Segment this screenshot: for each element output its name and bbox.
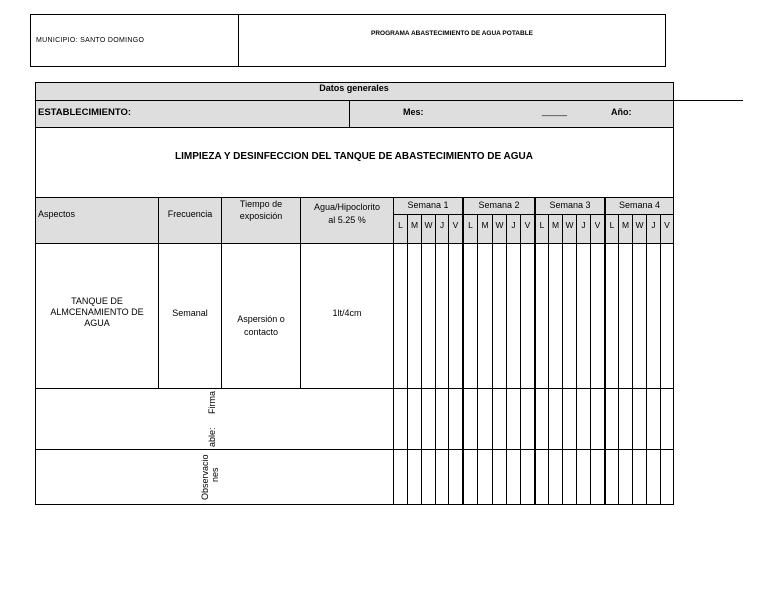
- week-header-1: Semana 1: [407, 200, 449, 210]
- day-label: W: [565, 220, 574, 230]
- responsable-label: able:: [207, 427, 217, 447]
- day-label: J: [581, 220, 586, 230]
- day-label: V: [594, 220, 601, 230]
- day-label: J: [651, 220, 656, 230]
- mes-blank: _____: [542, 106, 568, 116]
- aspecto-line2: ALMCENAMIENTO DE: [50, 307, 144, 317]
- day-label: M: [481, 220, 489, 230]
- week-header-4: Semana 4: [618, 200, 661, 210]
- day-label: M: [551, 220, 560, 230]
- firma-label: Firma: [207, 391, 217, 414]
- frecuencia-header: Frecuencia: [167, 209, 213, 219]
- day-label: L: [468, 220, 473, 230]
- aspectos-header: Aspectos: [38, 209, 76, 219]
- establecimiento-label: ESTABLECIMIENTO:: [38, 107, 132, 118]
- week-header-3: Semana 3: [549, 200, 591, 210]
- observaciones-label-line2: nes: [210, 467, 220, 482]
- agua-value: 1lt/4cm: [332, 308, 362, 318]
- agua-header-line2: al 5.25 %: [328, 215, 366, 225]
- tiempo-header-line2: exposición: [239, 211, 283, 221]
- programa-title: PROGRAMA ABASTECIMIENTO DE AGUA POTABLE: [370, 30, 534, 37]
- day-label: L: [609, 220, 615, 230]
- mes-label: Mes:: [403, 107, 424, 117]
- day-label: V: [452, 220, 459, 230]
- day-label: V: [524, 220, 531, 230]
- datos-generales-title: Datos generales: [319, 83, 389, 93]
- day-label: L: [398, 220, 403, 230]
- aspecto-line3: AGUA: [84, 318, 110, 328]
- aspecto-line1: TANQUE DE: [71, 296, 123, 306]
- section-title: LIMPIEZA Y DESINFECCION DEL TANQUE DE ABASTECIMIENTO DE AGUA: [175, 151, 533, 162]
- tiempo-value-line1: Aspersión o: [237, 314, 285, 324]
- agua-header-line1: Agua/Hipoclorito: [313, 202, 381, 212]
- day-label: L: [539, 220, 545, 230]
- day-label: W: [424, 220, 433, 230]
- day-label: M: [621, 220, 630, 230]
- day-label: M: [410, 220, 419, 230]
- tiempo-header-line1: Tiempo de: [239, 199, 283, 209]
- observaciones-label-line1: Observacio: [200, 454, 210, 500]
- day-label: V: [664, 220, 670, 230]
- day-label: J: [511, 220, 516, 230]
- frecuencia-value: Semanal: [172, 308, 208, 318]
- anio-label: Año:: [611, 107, 632, 117]
- day-label: W: [635, 220, 644, 230]
- municipio-label: MUNICIPIO: SANTO DOMINGO: [36, 37, 145, 44]
- tiempo-value-line2: contacto: [243, 327, 279, 337]
- week-header-2: Semana 2: [478, 200, 520, 210]
- day-label: J: [439, 220, 445, 230]
- day-label: W: [495, 220, 504, 230]
